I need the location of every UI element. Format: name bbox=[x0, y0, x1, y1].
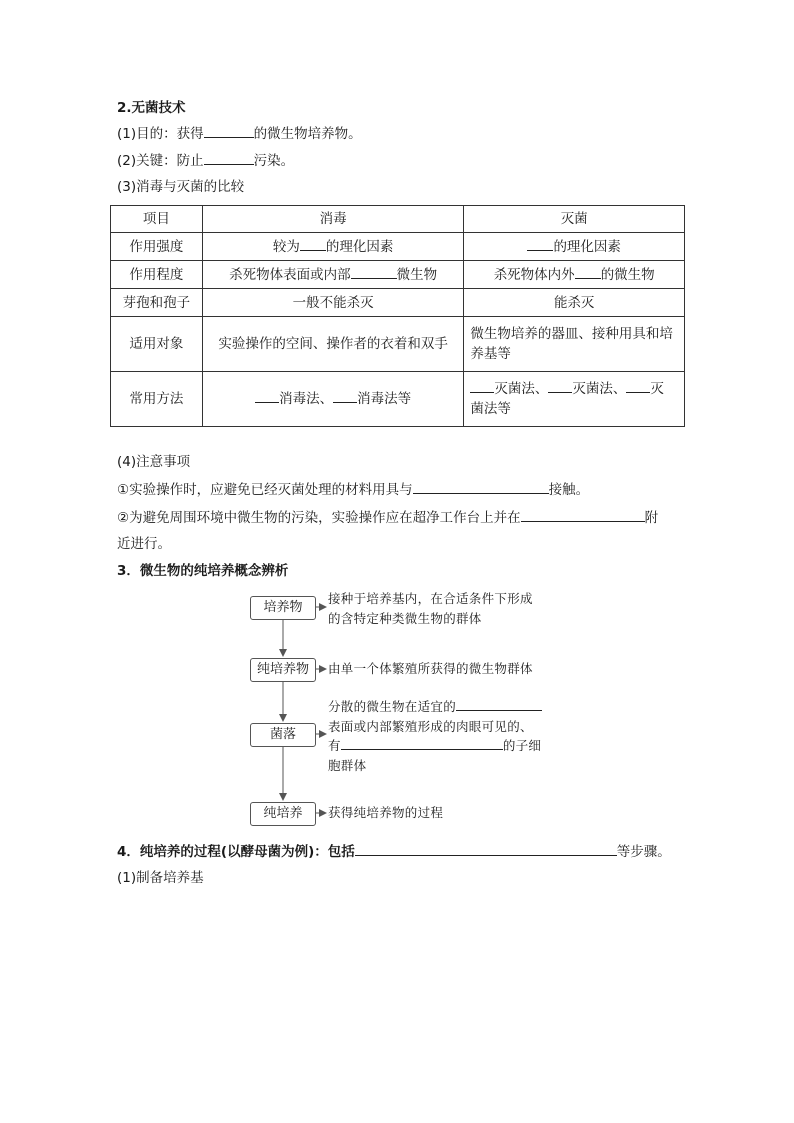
note-2-cont: 近进行。 bbox=[117, 536, 171, 552]
desc-line bbox=[328, 736, 542, 756]
cell-text: 杀死物体表面或内部 bbox=[229, 266, 351, 283]
row-label: 作用程度 bbox=[111, 261, 203, 289]
desc-line bbox=[328, 697, 542, 717]
flow-box-colony: 菌落 bbox=[250, 723, 316, 747]
flow-desc-pure-culture-product: 由单一个体繁殖所获得的微生物群体 bbox=[328, 661, 533, 676]
cell-text: 灭菌法、 bbox=[572, 381, 627, 397]
flow-desc-culture bbox=[328, 589, 533, 628]
flow-desc-colony bbox=[328, 697, 542, 775]
flow-box-culture: 培养物 bbox=[250, 596, 316, 620]
cell-text: 养基等 bbox=[470, 346, 511, 362]
table-header-cell: 消毒 bbox=[202, 206, 464, 233]
flow-box-pure-culture-product: 纯培养物 bbox=[250, 658, 316, 682]
desc-line: 胞群体 bbox=[328, 757, 367, 773]
note-text: 接触。 bbox=[548, 482, 590, 498]
row-label: 常用方法 bbox=[111, 372, 203, 427]
purpose-suffix: 的微生物培养物。 bbox=[253, 126, 362, 142]
desc-text: 分散的微生物在适宜的 bbox=[328, 699, 457, 714]
cell-text: 的理化因素 bbox=[325, 238, 394, 255]
cell-text: 较为 bbox=[272, 238, 300, 255]
row-label: 作用强度 bbox=[111, 233, 203, 261]
section-4-sub1: (1)制备培养基 bbox=[117, 870, 204, 886]
desc-line: 表面或内部繁殖形成的肉眼可见的、 bbox=[328, 718, 533, 734]
flow-box-pure-culture: 纯培养 bbox=[250, 802, 316, 826]
cell-text: 消毒法等 bbox=[357, 391, 412, 407]
section-2-title: 2.无菌技术 bbox=[117, 100, 186, 116]
cell-text: 杀死物体内外 bbox=[493, 266, 575, 283]
section-4-blank bbox=[355, 842, 617, 856]
section-4-title bbox=[117, 842, 671, 861]
desc-text: 有 bbox=[328, 738, 341, 753]
desc-line: 的含特定种类微生物的群体 bbox=[328, 610, 482, 626]
section-4-text: 等步骤。 bbox=[616, 844, 671, 860]
note-text: ①实验操作时，应避免已经灭菌处理的材料用具与 bbox=[117, 482, 413, 498]
section-4-text: 4．纯培养的过程(以酵母菌为例)：包括 bbox=[117, 844, 355, 860]
cell-text: 微生物培养的器皿、接种用具和培 bbox=[470, 326, 673, 342]
desc-text: 的子细 bbox=[502, 738, 542, 753]
table-cell: 能杀灭 bbox=[464, 289, 685, 317]
compare-title: (3)消毒与灭菌的比较 bbox=[117, 179, 245, 195]
key-prefix: (2)关键：防止 bbox=[117, 153, 204, 169]
table-header-cell: 灭菌 bbox=[464, 206, 685, 233]
table-cell: 实验操作的空间、操作者的衣着和双手 bbox=[202, 317, 464, 372]
row-label: 芽孢和孢子 bbox=[111, 289, 203, 317]
key-suffix: 污染。 bbox=[253, 153, 295, 169]
desc-blank bbox=[456, 697, 542, 711]
note-text: ②为避免周围环境中微生物的污染，实验操作应在超净工作台上并在 bbox=[117, 510, 521, 526]
table-header-cell: 项目 bbox=[111, 206, 203, 233]
cell-text: 灭 bbox=[650, 381, 664, 397]
section-3-title: 3．微生物的纯培养概念辨析 bbox=[117, 563, 289, 579]
desc-blank bbox=[341, 736, 503, 750]
cell-text: 微生物 bbox=[396, 266, 438, 283]
row-label: 适用对象 bbox=[111, 317, 203, 372]
cell-text: 灭菌法、 bbox=[494, 381, 549, 397]
flow-desc-pure-culture: 获得纯培养物的过程 bbox=[328, 805, 444, 820]
notes-title: (4)注意事项 bbox=[117, 454, 191, 470]
cell-text: 菌法等 bbox=[470, 401, 511, 417]
cell-text: 的理化因素 bbox=[553, 238, 621, 255]
purpose-prefix: (1)目的：获得 bbox=[117, 126, 204, 142]
note-text: 附 bbox=[644, 510, 659, 526]
desc-line: 接种于培养基内，在合适条件下形成 bbox=[328, 591, 533, 606]
cell-text: 消毒法、 bbox=[279, 391, 334, 407]
cell-text: 的微生物 bbox=[600, 266, 655, 283]
table-cell: 一般不能杀灭 bbox=[202, 289, 464, 317]
